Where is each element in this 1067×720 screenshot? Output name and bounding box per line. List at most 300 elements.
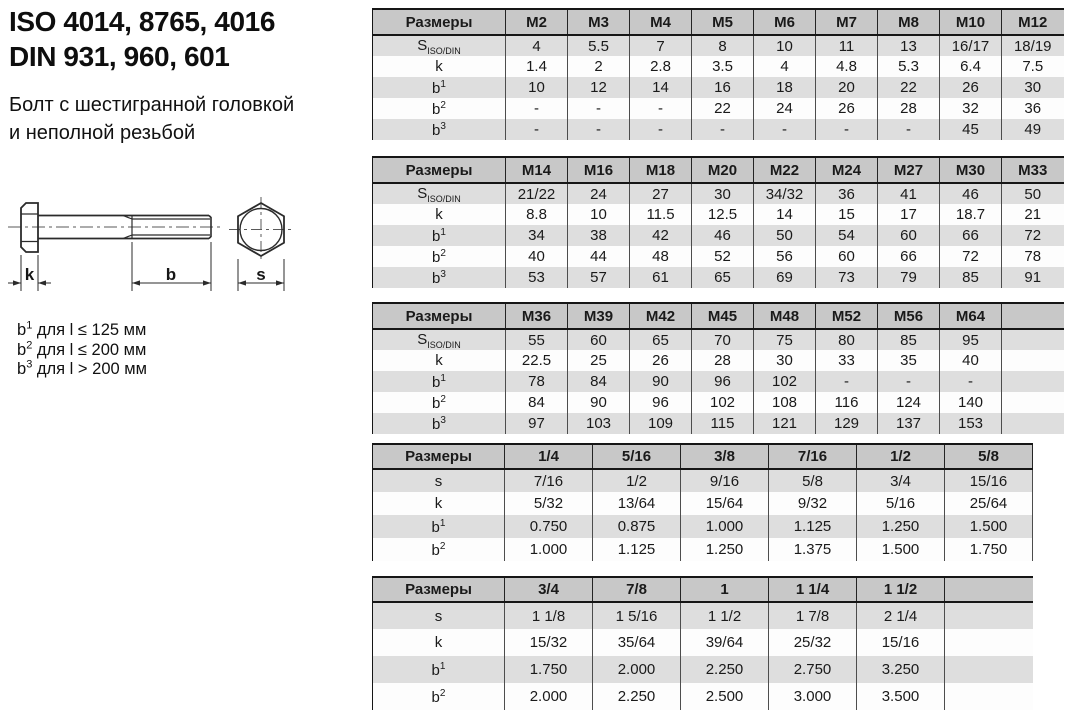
description-line-1: Болт с шестигранной головкой — [9, 94, 295, 116]
table-row — [373, 392, 1064, 413]
table-cell: 8 — [692, 35, 754, 56]
table-row — [373, 35, 1064, 56]
table-cell: 95 — [940, 329, 1002, 350]
table-cell: 49 — [1002, 119, 1064, 140]
k-arrow-left — [13, 280, 21, 285]
table-cell: - — [630, 98, 692, 119]
column-header: 1 — [681, 577, 769, 602]
table-cell: 36 — [1002, 98, 1064, 119]
sizes-header-cell: Размеры — [373, 577, 505, 602]
table-cell: 41 — [878, 183, 940, 204]
table-header-row — [373, 303, 1064, 329]
table-row — [373, 77, 1064, 98]
table-cell: 55 — [506, 329, 568, 350]
metric-table-m36-m64 — [372, 302, 1064, 434]
row-label-cell — [373, 183, 506, 204]
table-cell: 30 — [692, 183, 754, 204]
column-header: M24 — [816, 157, 878, 183]
row-label-cell — [373, 629, 505, 656]
table-cell: 1.500 — [857, 538, 945, 561]
table-cell: 5/8 — [769, 469, 857, 492]
iso-standards-line: ISO 4014, 8765, 4016 — [9, 6, 275, 37]
table-cell: 28 — [878, 98, 940, 119]
column-header: M45 — [692, 303, 754, 329]
row-label: $b^1$ — [432, 78, 446, 97]
table-cell: 11 — [816, 35, 878, 56]
table-cell: - — [754, 119, 816, 140]
table-cell: 5.3 — [878, 56, 940, 77]
thread-length-note: $b^1$ для l ≤ 125 мм — [17, 319, 147, 339]
table-row — [373, 515, 1033, 538]
table-cell: 70 — [692, 329, 754, 350]
table-cell: 69 — [754, 267, 816, 288]
table-cell: 2.000 — [505, 683, 593, 710]
table-cell: 4.8 — [816, 56, 878, 77]
table-cell: 15/32 — [505, 629, 593, 656]
table-row — [373, 204, 1064, 225]
table-cell: 2.8 — [630, 56, 692, 77]
table-cell: 1.750 — [505, 656, 593, 683]
table-cell: 14 — [754, 204, 816, 225]
table-cell: - — [878, 371, 940, 392]
table-cell: 116 — [816, 392, 878, 413]
empty-cell — [1002, 413, 1064, 434]
sizes-header-cell: Размеры — [373, 157, 506, 183]
table-cell: 60 — [816, 246, 878, 267]
table-cell: 85 — [940, 267, 1002, 288]
column-header: M5 — [692, 9, 754, 35]
column-header: M27 — [878, 157, 940, 183]
column-header: M42 — [630, 303, 692, 329]
column-header: 7/16 — [769, 444, 857, 469]
thread-length-note: $b^2$ для l ≤ 200 мм — [17, 339, 147, 359]
table-cell: 28 — [692, 350, 754, 371]
table-cell: 91 — [1002, 267, 1064, 288]
table-cell: 16 — [692, 77, 754, 98]
empty-column-header — [945, 577, 1033, 602]
table-cell: 5.5 — [568, 35, 630, 56]
empty-cell — [1002, 350, 1064, 371]
sizes-header-cell: Размеры — [373, 303, 506, 329]
table-cell: 1.000 — [505, 538, 593, 561]
row-label: k — [434, 634, 443, 651]
table-cell: 22 — [692, 98, 754, 119]
table-cell: 102 — [754, 371, 816, 392]
table-cell: 66 — [940, 225, 1002, 246]
table-cell: 75 — [754, 329, 816, 350]
row-label-cell — [373, 329, 506, 350]
row-label-cell — [373, 683, 505, 710]
table-cell: 1.125 — [769, 515, 857, 538]
sizes-header-cell: Размеры — [373, 9, 506, 35]
table-row — [373, 683, 1033, 710]
table-cell: - — [816, 371, 878, 392]
table-cell: 25 — [568, 350, 630, 371]
table-cell: 30 — [1002, 77, 1064, 98]
row-label: s — [434, 472, 443, 490]
row-label-cell — [373, 56, 506, 77]
table-cell: 3.5 — [692, 56, 754, 77]
table-cell: 9/32 — [769, 492, 857, 515]
row-label: $b^3$ — [432, 268, 446, 287]
table-cell: 8.8 — [506, 204, 568, 225]
row-label-cell — [373, 225, 506, 246]
table-cell: 84 — [568, 371, 630, 392]
row-label-cell — [373, 204, 506, 225]
row-label: $b^3$ — [432, 120, 446, 139]
column-header: 1/4 — [505, 444, 593, 469]
table-cell: 39/64 — [681, 629, 769, 656]
table-cell: 21/22 — [506, 183, 568, 204]
row-label: $b^1$ — [431, 660, 446, 679]
table-cell: 15 — [816, 204, 878, 225]
column-header: M7 — [816, 9, 878, 35]
table-row — [373, 371, 1064, 392]
table-cell: 72 — [1002, 225, 1064, 246]
table-cell: 11.5 — [630, 204, 692, 225]
column-header: M18 — [630, 157, 692, 183]
b-arrow-left — [132, 280, 140, 285]
bolt-head-face-lines — [21, 214, 38, 242]
column-header: 1 1/2 — [857, 577, 945, 602]
b-arrow-right — [203, 280, 211, 285]
row-label-cell — [373, 392, 506, 413]
table-cell: 46 — [940, 183, 1002, 204]
table-row — [373, 413, 1064, 434]
row-label: s — [434, 607, 443, 625]
empty-cell — [945, 629, 1033, 656]
table-cell: 22 — [878, 77, 940, 98]
empty-cell — [945, 602, 1033, 629]
table-cell: 18.7 — [940, 204, 1002, 225]
table-cell: 1 7/8 — [769, 602, 857, 629]
table-row — [373, 98, 1064, 119]
standards-title — [9, 4, 275, 74]
table-cell: - — [568, 98, 630, 119]
table-cell: 2.250 — [593, 683, 681, 710]
table-cell: 85 — [878, 329, 940, 350]
table-cell: 20 — [816, 77, 878, 98]
table-cell: - — [878, 119, 940, 140]
column-header: M48 — [754, 303, 816, 329]
table-cell: 108 — [754, 392, 816, 413]
table-cell: 35 — [878, 350, 940, 371]
table-cell: 12 — [568, 77, 630, 98]
table-cell: 56 — [754, 246, 816, 267]
column-header: M16 — [568, 157, 630, 183]
table-cell: 52 — [692, 246, 754, 267]
table-cell: 17 — [878, 204, 940, 225]
table-cell: 26 — [630, 350, 692, 371]
column-header: M4 — [630, 9, 692, 35]
column-header: 1 1/4 — [769, 577, 857, 602]
row-label: $b^1$ — [432, 226, 446, 245]
table-cell: 12.5 — [692, 204, 754, 225]
table-cell: 3.000 — [769, 683, 857, 710]
table-cell: 3/4 — [857, 469, 945, 492]
row-label: $b^2$ — [431, 540, 446, 559]
table-cell: - — [506, 98, 568, 119]
table-row — [373, 246, 1064, 267]
k-dimension-label: k — [24, 265, 35, 284]
table-cell: 24 — [568, 183, 630, 204]
table-cell: 72 — [940, 246, 1002, 267]
s-arrow-left — [238, 280, 246, 285]
table-cell: 22.5 — [506, 350, 568, 371]
table-cell: 115 — [692, 413, 754, 434]
table-header-row — [373, 157, 1064, 183]
table-row — [373, 56, 1064, 77]
bolt-technical-drawing — [0, 185, 340, 315]
row-label: k — [435, 352, 443, 369]
row-label: $S_{ISO/DIN}$ — [417, 330, 461, 350]
table-cell: 3.250 — [857, 656, 945, 683]
column-header: M30 — [940, 157, 1002, 183]
table-cell: 15/16 — [857, 629, 945, 656]
table-cell: 1/2 — [593, 469, 681, 492]
table-cell: 13 — [878, 35, 940, 56]
table-cell: 137 — [878, 413, 940, 434]
column-header: M8 — [878, 9, 940, 35]
table-row — [373, 183, 1064, 204]
table-cell: 10 — [568, 204, 630, 225]
table-row — [373, 602, 1033, 629]
table-cell: 15/64 — [681, 492, 769, 515]
table-cell: 18 — [754, 77, 816, 98]
table-cell: 16/17 — [940, 35, 1002, 56]
row-label: $S_{ISO/DIN}$ — [417, 36, 461, 56]
column-header: M3 — [568, 9, 630, 35]
row-label-cell — [373, 119, 506, 140]
row-label: $S_{ISO/DIN}$ — [417, 184, 461, 204]
row-label: $b^2$ — [432, 393, 446, 412]
table-cell: 35/64 — [593, 629, 681, 656]
table-cell: 54 — [816, 225, 878, 246]
table-cell: 5/16 — [857, 492, 945, 515]
column-header: M20 — [692, 157, 754, 183]
table-cell: 129 — [816, 413, 878, 434]
table-cell: 26 — [816, 98, 878, 119]
column-header: M52 — [816, 303, 878, 329]
table-cell: 153 — [940, 413, 1002, 434]
table-row — [373, 629, 1033, 656]
table-cell: 84 — [506, 392, 568, 413]
table-cell: 1.250 — [681, 538, 769, 561]
table-cell: 45 — [940, 119, 1002, 140]
table-cell: 0.875 — [593, 515, 681, 538]
table-cell: 1 5/16 — [593, 602, 681, 629]
table-cell: 40 — [506, 246, 568, 267]
imperial-table-3-4-to-1-5 — [372, 576, 1033, 710]
k-arrow-right — [38, 280, 46, 285]
row-label: k — [435, 58, 443, 75]
table-cell: 78 — [1002, 246, 1064, 267]
table-cell: 7 — [630, 35, 692, 56]
table-cell: 1.500 — [945, 515, 1033, 538]
column-header: M64 — [940, 303, 1002, 329]
empty-column-header — [1002, 303, 1064, 329]
table-cell: 2.500 — [681, 683, 769, 710]
empty-cell — [1002, 329, 1064, 350]
row-label: $b^2$ — [432, 247, 446, 266]
row-label-cell — [373, 77, 506, 98]
column-header: 1/2 — [857, 444, 945, 469]
table-cell: 121 — [754, 413, 816, 434]
table-cell: 38 — [568, 225, 630, 246]
column-header: 5/16 — [593, 444, 681, 469]
table-cell: - — [816, 119, 878, 140]
row-label-cell — [373, 350, 506, 371]
column-header: 3/4 — [505, 577, 593, 602]
row-label: $b^3$ — [432, 414, 446, 433]
table-cell: 5/32 — [505, 492, 593, 515]
table-cell: - — [506, 119, 568, 140]
table-cell: 50 — [1002, 183, 1064, 204]
table-cell: 7/16 — [505, 469, 593, 492]
column-header: M6 — [754, 9, 816, 35]
table-cell: 21 — [1002, 204, 1064, 225]
column-header: M22 — [754, 157, 816, 183]
table-cell: 1.4 — [506, 56, 568, 77]
row-label-cell — [373, 371, 506, 392]
table-cell: 25/64 — [945, 492, 1033, 515]
table-cell: 3.500 — [857, 683, 945, 710]
column-header: 3/8 — [681, 444, 769, 469]
empty-cell — [945, 656, 1033, 683]
row-label-cell — [373, 492, 505, 515]
table-cell: 66 — [878, 246, 940, 267]
product-description — [9, 91, 294, 147]
s-arrow-right — [276, 280, 284, 285]
table-row — [373, 492, 1033, 515]
row-label: $b^2$ — [432, 99, 446, 118]
table-cell: 109 — [630, 413, 692, 434]
table-cell: 2 1/4 — [857, 602, 945, 629]
table-cell: 96 — [692, 371, 754, 392]
table-cell: 33 — [816, 350, 878, 371]
table-cell: 40 — [940, 350, 1002, 371]
column-header: 5/8 — [945, 444, 1033, 469]
table-cell: 1.250 — [857, 515, 945, 538]
table-cell: 42 — [630, 225, 692, 246]
row-label-cell — [373, 602, 505, 629]
empty-cell — [1002, 371, 1064, 392]
empty-cell — [1002, 392, 1064, 413]
row-label-cell — [373, 413, 506, 434]
table-cell: 140 — [940, 392, 1002, 413]
thread-length-note: $b^3$ для l > 200 мм — [17, 358, 147, 378]
table-cell: 97 — [506, 413, 568, 434]
row-label: k — [435, 206, 443, 223]
column-header: M36 — [506, 303, 568, 329]
table-row — [373, 329, 1064, 350]
table-cell: 103 — [568, 413, 630, 434]
table-cell: 34/32 — [754, 183, 816, 204]
column-header: M10 — [940, 9, 1002, 35]
table-cell: 1.375 — [769, 538, 857, 561]
table-cell: 32 — [940, 98, 1002, 119]
row-label-cell — [373, 246, 506, 267]
metric-table-m14-m33 — [372, 156, 1064, 288]
table-row — [373, 225, 1064, 246]
table-cell: 78 — [506, 371, 568, 392]
table-cell: 9/16 — [681, 469, 769, 492]
table-cell: 79 — [878, 267, 940, 288]
s-dimension-label: s — [256, 265, 266, 284]
table-row — [373, 267, 1064, 288]
row-label-cell — [373, 98, 506, 119]
table-cell: 2 — [568, 56, 630, 77]
table-cell: 73 — [816, 267, 878, 288]
table-cell: 1.750 — [945, 538, 1033, 561]
table-cell: - — [568, 119, 630, 140]
table-row — [373, 538, 1033, 561]
table-row — [373, 469, 1033, 492]
table-cell: 4 — [506, 35, 568, 56]
table-cell: 30 — [754, 350, 816, 371]
table-cell: 2.250 — [681, 656, 769, 683]
table-cell: 2.000 — [593, 656, 681, 683]
table-cell: 60 — [568, 329, 630, 350]
table-cell: 65 — [630, 329, 692, 350]
column-header: M2 — [506, 9, 568, 35]
table-cell: 50 — [754, 225, 816, 246]
table-cell: 61 — [630, 267, 692, 288]
b-dimension-label: b — [165, 265, 177, 284]
table-cell: 96 — [630, 392, 692, 413]
table-cell: 34 — [506, 225, 568, 246]
table-cell: 10 — [754, 35, 816, 56]
column-header: M39 — [568, 303, 630, 329]
table-header-row — [373, 577, 1033, 602]
table-cell: - — [940, 371, 1002, 392]
row-label: $b^1$ — [431, 517, 446, 536]
table-cell: 1 1/2 — [681, 602, 769, 629]
table-cell: 57 — [568, 267, 630, 288]
table-cell: 1.125 — [593, 538, 681, 561]
table-cell: 102 — [692, 392, 754, 413]
table-cell: 2.750 — [769, 656, 857, 683]
table-cell: 48 — [630, 246, 692, 267]
column-header: M14 — [506, 157, 568, 183]
empty-cell — [945, 683, 1033, 710]
table-cell: 14 — [630, 77, 692, 98]
table-cell: 36 — [816, 183, 878, 204]
table-cell: 1 1/8 — [505, 602, 593, 629]
column-header: M12 — [1002, 9, 1064, 35]
table-cell: 10 — [506, 77, 568, 98]
row-label: $b^1$ — [432, 372, 446, 391]
table-cell: 90 — [568, 392, 630, 413]
row-label-cell — [373, 267, 506, 288]
table-cell: 25/32 — [769, 629, 857, 656]
column-header: M56 — [878, 303, 940, 329]
row-label-cell — [373, 656, 505, 683]
table-cell: 6.4 — [940, 56, 1002, 77]
row-label-cell — [373, 538, 505, 561]
table-cell: 46 — [692, 225, 754, 246]
table-cell: 124 — [878, 392, 940, 413]
row-label-cell — [373, 515, 505, 538]
thread-length-notes — [17, 321, 147, 380]
table-cell: 26 — [940, 77, 1002, 98]
table-cell: 15/16 — [945, 469, 1033, 492]
table-cell: 0.750 — [505, 515, 593, 538]
row-label: $b^2$ — [431, 687, 446, 706]
description-line-2: и неполной резьбой — [9, 122, 196, 144]
table-cell: 1.000 — [681, 515, 769, 538]
table-row — [373, 350, 1064, 371]
